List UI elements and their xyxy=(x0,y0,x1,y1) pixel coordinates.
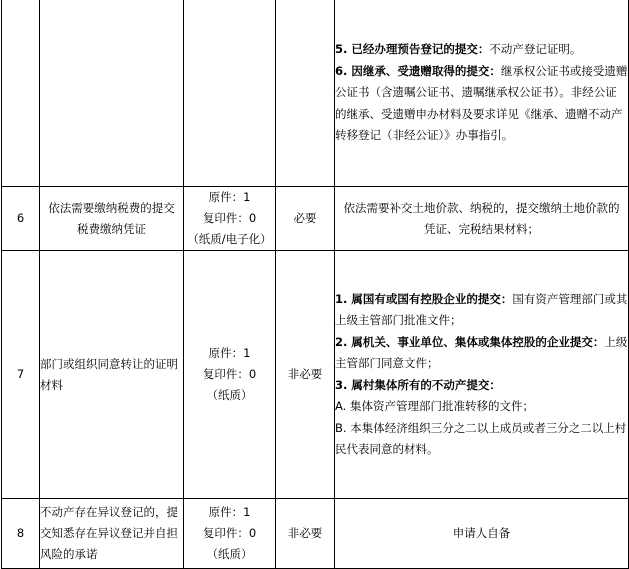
required-flag: 非必要 xyxy=(276,251,335,499)
note-item: 3. 属村集体所有的不动产提交： xyxy=(335,377,501,392)
required-flag: 必要 xyxy=(276,187,335,251)
row-number xyxy=(2,0,40,187)
note-item: 6. 因继承、受遗赠取得的提交：继承权公证书或接受遗赠公证书（含遗嘱公证书、遗嘱继承权公证书）。非经公证的继承、受遗赠申办材料及要求详见《继承、遗赠不动产转移登记（非经公证）》办事指引。 xyxy=(335,63,628,143)
note-item: 2. 属机关、事业单位、集体或集体控股的企业提交：上级主管部门同意文件； xyxy=(335,334,628,370)
notes-cell xyxy=(335,251,629,499)
note-item: A. 集体资产管理部门批准转移的文件； xyxy=(335,399,534,413)
note-item: 1. 属国有或国有控股企业的提交：国有资产管理部门或其上级主管部门批准文件； xyxy=(335,291,628,327)
row-number: 6 xyxy=(2,187,40,251)
note-item: 5. 已经办理预告登记的提交：不动产登记证明。 xyxy=(335,42,582,57)
notes-cell xyxy=(335,0,629,187)
row-number: 7 xyxy=(2,251,40,499)
table-row xyxy=(2,187,629,251)
copies-info: 原件：1 复印件：0 （纸质） xyxy=(184,251,276,499)
copies-info: 原件：1 复印件：0 （纸质/电子化） xyxy=(184,187,276,251)
table-row xyxy=(2,0,629,187)
row-number: 8 xyxy=(2,499,40,569)
required-flag: 非必要 xyxy=(276,499,335,569)
copies-info xyxy=(184,0,276,187)
material-name: 依法需要缴纳税费的提交税费缴纳凭证 xyxy=(40,187,184,251)
table-row xyxy=(2,499,629,569)
notes-cell: 申请人自备 xyxy=(335,499,629,569)
notes-cell: 依法需要补交土地价款、纳税的，提交缴纳土地价款的凭证、完税结果材料； xyxy=(335,187,629,251)
copies-info: 原件：1 复印件：0 （纸质） xyxy=(184,499,276,569)
required-flag xyxy=(276,0,335,187)
material-name: 不动产存在异议登记的，提交知悉存在异议登记并自担风险的承诺 xyxy=(40,499,184,569)
materials-table xyxy=(1,0,629,569)
table-row xyxy=(2,251,629,499)
note-item: B. 本集体经济组织三分之二以上成员或者三分之二以上村民代表同意的材料。 xyxy=(335,420,627,456)
material-name xyxy=(40,0,184,187)
material-name: 部门或组织同意转让的证明材料 xyxy=(40,251,184,499)
